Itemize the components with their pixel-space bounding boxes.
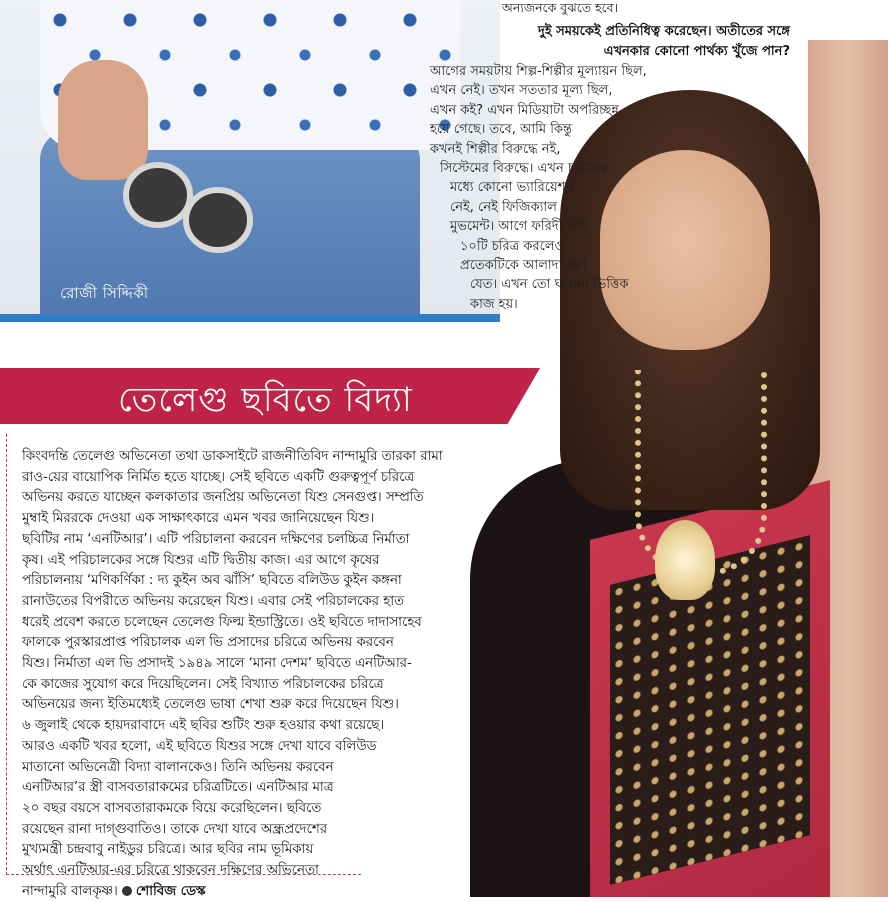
article-byline: শোবিজ ডেস্ক — [135, 883, 206, 899]
answer-line: কাজ হয়। — [470, 296, 518, 312]
answer-line: আগের সময়টায় শিল্প-শিল্পীর মূল্যায়ন ছিল, — [430, 64, 647, 79]
article-last-line — [22, 882, 492, 902]
article-line: ২০ বছর বয়সে বাসবতারাকমকে বিয়ে করেছিলেন। ছবিতে — [22, 800, 322, 816]
answer-line: মধ্যে কোনো ভ্যারিয়েশন — [450, 180, 574, 196]
article-line: ছবিটির নাম ‘এনটিআর’। এটি পরিচালনা করবেন দক্ষিণের চলচ্চিত্র নির্মাতা — [22, 531, 410, 547]
article-line: অর্থাৎ এনটিআর-এর চরিত্রে থাকবেন দক্ষিণের অভিনেতা — [22, 863, 319, 879]
answer-line: হয়ে গেছে। তবে, আমি কিন্তু — [430, 122, 573, 138]
question-line: এখনকার কোনো পার্থক্য খুঁজে পান? — [603, 44, 790, 59]
question-line: দুই সময়কেই প্রতিনিধিত্ব করেছেন। অতীতের সঙ্গে — [538, 24, 790, 39]
interview-answer — [420, 62, 680, 314]
article-line: রাও-য়ের বায়োপিক নির্মিত হতে যাচ্ছে। সেই ছবিতে একটি গুরুত্বপূর্ণ চরিত্রে — [22, 469, 415, 485]
sunglasses-icon — [118, 150, 258, 260]
article-line: অভিনয় করতে যাচ্ছেন কলকাতার জনপ্রিয় অভিনেতা যিশু সেনগুপ্ত। সম্প্রতি — [22, 490, 424, 506]
blue-divider — [0, 314, 500, 322]
answer-line: প্রতেকটিকে আলাদা করা — [460, 258, 587, 274]
answer-line: সিস্টেমের বিরুদ্ধে। এখন চরিত্রের — [440, 161, 608, 177]
article-line: মুখ্যমন্ত্রী চন্দ্রবাবু নাইডুর চরিত্রে। আর ছবির নাম ভূমিকায় — [22, 842, 314, 858]
article-line: ৬ জুলাই থেকে হায়দরাবাদে এই ছবির শুটিং শুরু হওয়ার কথা রয়েছে। — [22, 718, 385, 734]
article-line: কিংবদন্তি তেলেগু অভিনেতা তথা ডাকসাইটে রাজনীতিবিদ নান্দামুরি তারকা রামা — [22, 449, 443, 464]
article-closing-text: নান্দামুরি বালকৃষ্ণ। — [22, 883, 118, 899]
answer-line: ১০টি চরিত্র করলেও — [460, 238, 565, 254]
article-headline: তেলেগু ছবিতে বিদ্যা — [118, 380, 413, 420]
article-line: কৃষ। এই পরিচালকের সঙ্গে যিশুর এটি দ্বিতীয় কাজ। এর আগে কৃষের — [22, 552, 380, 568]
lead-line: অন্যজনকে বুঝতে হবে। — [502, 0, 619, 15]
article-line: রয়েছেন রানা দাগ্গুবাতিও। তাকে দেখা যাবে অন্ধ্রপ্রদেশের — [22, 821, 328, 837]
answer-line: নেই, নেই ফিজিক্যাল — [450, 199, 557, 215]
article-line: মাতানো অভিনেত্রী বিদ্যা বালানকেও। তিনি অভিনয় করবেন — [22, 759, 334, 775]
answer-line: এখন নেই। তখন সততার মূল্য ছিল, — [430, 83, 613, 99]
answer-line: যেত। এখন তো ঘারানা ভিত্তিক — [470, 277, 629, 293]
article-body — [22, 447, 492, 902]
article-line: মুম্বাই মিররকে দেওয়া এক সাক্ষাৎকারে এমন খবর জানিয়েছেন যিশু। — [22, 511, 375, 527]
article-line: ধরেই প্রবেশ করতে চলেছেন তেলেগু ফিল্ম ইন্ডাস্ট্রিতে। ওই ছবিতে দাদাসাহেব — [22, 614, 422, 630]
photo-credit: রোজী সিদ্দিকী — [60, 284, 149, 302]
article-line: কে কাজের সুযোগ করে দিয়েছিলেন। সেই বিখ্যাত পরিচালকের চরিত্রে — [22, 676, 384, 692]
bullet-dot-icon — [122, 886, 132, 896]
answer-line: মুভমেন্ট। আগে ফরিদী ভাই — [450, 219, 587, 235]
article-line: এনটিআর’র স্ত্রী বাসবতারাকমের চরিত্রটিতে। এনটিআর মাত্র — [22, 780, 334, 796]
article-line: রানাউতের বিপরীতে অভিনয় করেছেন যিশু। এবার সেই পরিচালকের হাত — [22, 593, 405, 609]
article-line: যিশু। নির্মাতা এল ভি প্রসাদই ১৯৪৯ সালে ‘মানা দেশম’ ছবিতে এনটিআর- — [22, 656, 412, 672]
answer-line: এখন কই? এখন মিডিয়াটা অপরিচ্ছন্ন — [430, 102, 619, 118]
article-line: অভিনয়ের জন্য ইতিমধ্যেই তেলেগু ভাষা শেখা শুরু করে দিয়েছেন যিশু। — [22, 697, 399, 713]
article-line: আরও একটি খবর হলো, এই ছবিতে যিশুর সঙ্গে দেখা যাবে বলিউড — [22, 738, 377, 754]
article-line: ফালকে পুরস্কারপ্রাপ্ত পরিচালক এল ভি প্রসাদের চরিত্রে অভিনয় করবেন — [22, 635, 394, 651]
answer-line: কখনই শিল্পীর বিরুদ্ধে নই, — [430, 141, 561, 157]
article-line: পরিচালনায় ‘মণিকর্ণিকা : দ্য কুইন অব ঝাঁসি’ ছবিতে বলিউড কুইন কঙ্গনা — [22, 573, 402, 589]
interview-question — [490, 22, 790, 62]
pendant-shape — [655, 520, 715, 600]
